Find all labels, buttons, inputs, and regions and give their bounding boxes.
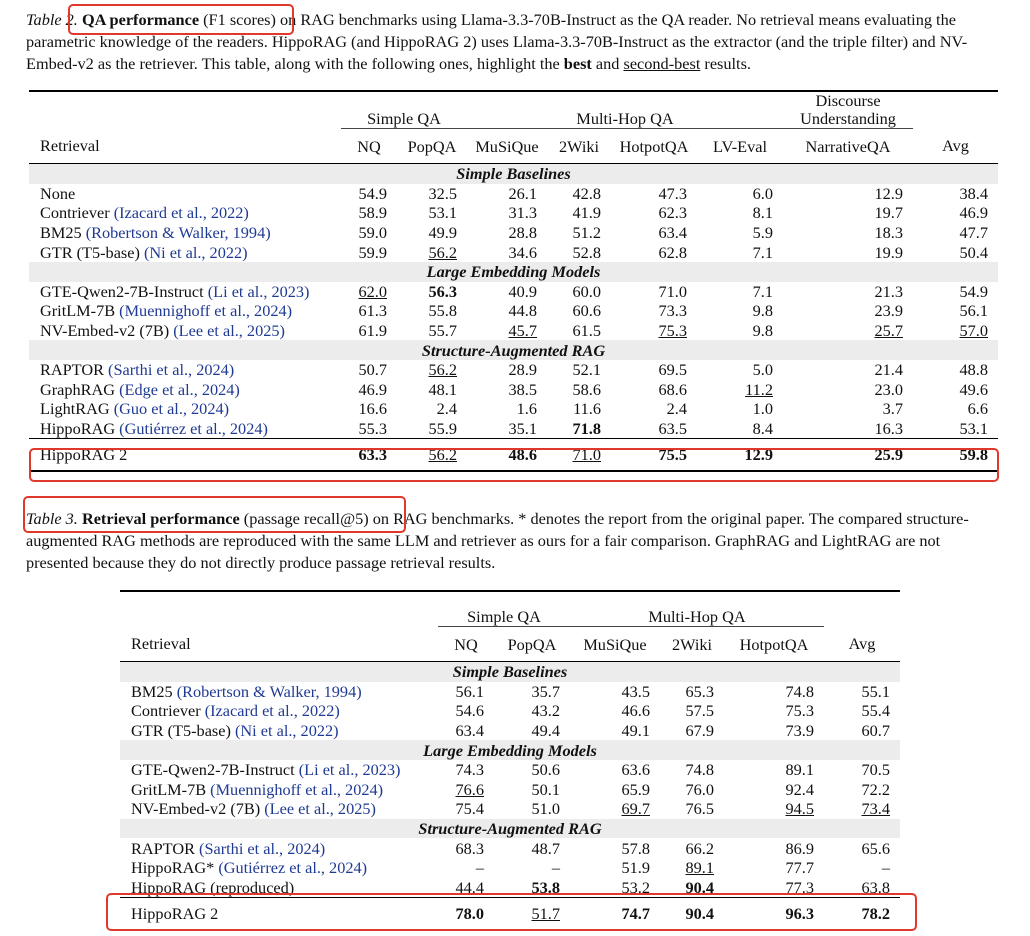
citation-link[interactable]: (Guo et al., 2024): [113, 399, 230, 419]
table-cell: 55.4: [861, 701, 890, 721]
section-header: [120, 740, 900, 760]
method-name: BM25: [131, 681, 173, 701]
table-cell: 68.6: [658, 379, 687, 399]
table-cell: 38.4: [959, 183, 988, 203]
method-name: GTR (T5-base): [40, 242, 140, 262]
table-cell: [29, 223, 341, 243]
table-cell: 75.4: [455, 799, 484, 819]
table-cell: [29, 242, 341, 262]
table-cell: Simple Baselines: [29, 164, 998, 184]
table-cell: Simple Baselines: [120, 662, 900, 682]
table-cell: [120, 799, 438, 819]
table3-caption: Table 3. Retrieval performance (passage recall@5) on RAG benchmarks. * denotes the report from the original paper. The compared structure-augmented RAG methods are reproduced with the same LLM and retriever as ours for a fair comparison. GraphRAG and LightRAG are not presented because they do not directly produce passage retrieval results.: [26, 509, 969, 572]
table-cell: 32.5: [428, 183, 457, 203]
method-name: Contriever: [131, 701, 201, 721]
table-cell: 67.9: [685, 721, 714, 741]
table-cell: 49.6: [959, 379, 988, 399]
method-name: Contriever: [40, 203, 110, 223]
table-cell: 69.7: [621, 799, 650, 819]
table-cell: 46.9: [959, 203, 988, 223]
citation-link[interactable]: (Robertson & Walker, 1994): [176, 681, 362, 701]
table-cell: 59.9: [358, 242, 387, 262]
table-row: [120, 682, 900, 702]
table-cell: 73.3: [658, 301, 687, 321]
table3-label: Table 3.: [26, 509, 78, 528]
citation-link[interactable]: (Izacard et al., 2022): [113, 203, 249, 223]
col-narrativeqa: NarrativeQA: [783, 129, 913, 164]
table2-caption: Table 2. QA performance (F1 scores) on RAG benchmarks using Llama-3.3-70B-Instruct as the QA reader. No retrieval means evaluating the parametric knowledge of the readers. HippoRAG (and HippoRAG 2) uses Llama-3.3-70B-Instruct as the extractor (and the triple filter) and NV-Embed-v2 as the retriever. This table, along with the following ones, highlight the best and second-best results.: [26, 10, 968, 73]
table-cell: 63.6: [621, 760, 650, 780]
table-cell: [120, 838, 438, 858]
table2-metric: (F1 scores): [203, 10, 276, 29]
col-2wiki: 2Wiki: [660, 627, 724, 662]
table-row: [29, 321, 998, 341]
citation-link[interactable]: (Izacard et al., 2022): [204, 701, 340, 721]
method-name: None: [40, 183, 76, 203]
table-cell: 46.6: [621, 701, 650, 721]
table-cell: 63.3: [341, 439, 397, 472]
table-cell: 2.4: [436, 399, 457, 419]
table-cell: 65.6: [861, 838, 890, 858]
table-cell: 25.9: [783, 439, 913, 472]
table-row: [120, 858, 900, 878]
table-cell: 3.7: [882, 399, 903, 419]
table-cell: Large Embedding Models: [29, 262, 998, 282]
table-cell: 76.0: [685, 779, 714, 799]
col-musique: MuSiQue: [467, 129, 547, 164]
table-cell: 9.8: [752, 321, 773, 341]
table-cell: 23.9: [874, 301, 903, 321]
table-cell: [120, 682, 438, 702]
table-cell: [120, 858, 438, 878]
table-cell: 8.4: [752, 419, 773, 439]
method-name: GTR (T5-base): [131, 721, 231, 741]
table-cell: 89.1: [785, 760, 814, 780]
table-cell: 56.2: [428, 242, 457, 262]
table-cell: 7.1: [752, 242, 773, 262]
group-multi-hop-qa: Multi-Hop QA: [467, 91, 783, 129]
table-cell: 55.9: [428, 419, 457, 439]
table-row: [29, 282, 998, 302]
table-cell: 74.8: [685, 760, 714, 780]
citation-link[interactable]: (Li et al., 2023): [298, 760, 401, 780]
table-cell: 86.9: [785, 838, 814, 858]
col-hotpotqa: HotpotQA: [611, 129, 697, 164]
table-cell: 51.0: [531, 799, 560, 819]
citation-link[interactable]: (Muennighoff et al., 2024): [210, 779, 384, 799]
table-cell: 49.4: [531, 721, 560, 741]
table-cell: 48.7: [531, 838, 560, 858]
table-row: [29, 223, 998, 243]
table-cell: 51.2: [572, 223, 601, 243]
table-cell: 96.3: [724, 898, 824, 931]
table-cell: 56.2: [397, 439, 467, 472]
table-cell: 71.8: [572, 419, 601, 439]
citation-link[interactable]: (Robertson & Walker, 1994): [85, 223, 271, 243]
method-name: GraphRAG: [40, 379, 116, 399]
table3-column-header: [120, 627, 900, 662]
table-cell: [120, 721, 438, 741]
table2-column-header: [29, 129, 998, 164]
table-cell: 8.1: [752, 203, 773, 223]
method-name: RAPTOR: [40, 360, 104, 380]
method-name: GTE-Qwen2-7B-Instruct: [40, 281, 204, 301]
section-header: [120, 819, 900, 839]
table-cell: 53.1: [959, 419, 988, 439]
col-popqa: PopQA: [397, 129, 467, 164]
qa-performance-table: [29, 90, 998, 472]
table-cell: 5.9: [752, 223, 773, 243]
table-cell: 70.5: [861, 760, 890, 780]
section-header: [29, 340, 998, 360]
table-cell: 78.0: [438, 898, 494, 931]
table-cell: 74.3: [455, 760, 484, 780]
table-row: [29, 380, 998, 400]
table-cell: 49.9: [428, 223, 457, 243]
table-cell: 11.2: [745, 379, 773, 399]
table-row: [120, 799, 900, 819]
table-cell: [29, 360, 341, 380]
section-header: [29, 262, 998, 282]
hipporag2-row: [120, 898, 900, 931]
table-cell: 75.3: [785, 701, 814, 721]
citation-link[interactable]: (Muennighoff et al., 2024): [119, 301, 293, 321]
table-cell: 89.1: [685, 858, 714, 878]
table-cell: 56.1: [959, 301, 988, 321]
table-cell: 54.9: [358, 183, 387, 203]
table-cell: 18.3: [874, 223, 903, 243]
col-avg: Avg: [913, 129, 998, 164]
col-nq: NQ: [438, 627, 494, 662]
table-cell: [29, 184, 341, 204]
table-cell: 55.7: [428, 321, 457, 341]
table-cell: Structure-Augmented RAG: [29, 340, 998, 360]
table-cell: 58.9: [358, 203, 387, 223]
table-cell: 25.7: [874, 321, 903, 341]
table-cell: 58.6: [572, 379, 601, 399]
table-cell: 28.9: [508, 360, 537, 380]
table-row: [29, 301, 998, 321]
citation-link[interactable]: (Sarthi et al., 2024): [199, 838, 326, 858]
table-cell: 57.8: [621, 838, 650, 858]
table-row: [29, 419, 998, 439]
table3-title: Retrieval performance: [81, 509, 240, 528]
table-cell: [29, 419, 341, 439]
citation-link[interactable]: (Ni et al., 2022): [235, 721, 339, 741]
table-cell: 72.2: [861, 779, 890, 799]
table-cell: 26.1: [508, 183, 537, 203]
table-cell: 75.5: [611, 439, 697, 472]
table-cell: 53.2: [621, 877, 650, 897]
table-row: [120, 878, 900, 898]
table-cell: –: [475, 858, 484, 878]
group-simple-qa: Simple QA: [341, 91, 467, 129]
table-cell: 63.4: [455, 721, 484, 741]
table-cell: 90.4: [660, 898, 724, 931]
table-cell: 16.3: [874, 419, 903, 439]
table-cell: 94.5: [785, 799, 814, 819]
col-2wiki: 2Wiki: [547, 129, 611, 164]
table-cell: [29, 282, 341, 302]
table-cell: 1.6: [516, 399, 537, 419]
col-musique: MuSiQue: [570, 627, 660, 662]
table-cell: 50.4: [959, 242, 988, 262]
citation-link[interactable]: (Sarthi et al., 2024): [108, 360, 235, 380]
table-cell: 57.5: [685, 701, 714, 721]
table-cell: 59.8: [913, 439, 998, 472]
table-cell: 53.8: [531, 877, 560, 897]
table-cell: 66.2: [685, 838, 714, 858]
table-cell: 53.1: [428, 203, 457, 223]
table-cell: 51.9: [621, 858, 650, 878]
table-cell: [120, 878, 438, 898]
table-cell: [824, 591, 900, 627]
table-row: [29, 399, 998, 419]
table-cell: [120, 780, 438, 800]
table-cell: 31.3: [508, 203, 537, 223]
table-cell: 52.8: [572, 242, 601, 262]
table-cell: 16.6: [358, 399, 387, 419]
table-cell: 59.0: [358, 223, 387, 243]
table-cell: 48.6: [467, 439, 547, 472]
section-header: [29, 164, 998, 184]
citation-link[interactable]: (Gutiérrez et al., 2024): [218, 858, 368, 878]
table-cell: 56.1: [455, 681, 484, 701]
table-cell: 50.1: [531, 779, 560, 799]
table-cell: 75.3: [658, 321, 687, 341]
method-name: BM25: [40, 223, 82, 243]
table-cell: 11.6: [573, 399, 601, 419]
table-cell: 76.6: [455, 779, 484, 799]
table-cell: 69.5: [658, 360, 687, 380]
table-cell: 65.3: [685, 681, 714, 701]
table-cell: 35.7: [531, 681, 560, 701]
table-cell: 23.0: [874, 379, 903, 399]
table-cell: 74.7: [570, 898, 660, 931]
table-cell: 6.0: [752, 183, 773, 203]
table-row: [29, 360, 998, 380]
table-cell: [29, 321, 341, 341]
table-cell: 9.8: [752, 301, 773, 321]
table-cell: 12.9: [697, 439, 783, 472]
table-cell: 73.4: [861, 799, 890, 819]
table-cell: 48.1: [428, 379, 457, 399]
table-cell: 55.1: [861, 681, 890, 701]
table-cell: 19.7: [874, 203, 903, 223]
table-cell: 6.6: [967, 399, 988, 419]
section-header: [120, 662, 900, 682]
table-cell: 42.8: [572, 183, 601, 203]
method-name: HippoRAG (reproduced): [131, 877, 295, 897]
table-cell: –: [881, 858, 890, 878]
table-cell: 76.5: [685, 799, 714, 819]
table-cell: 50.7: [358, 360, 387, 380]
table-cell: 41.9: [572, 203, 601, 223]
table-cell: –: [551, 858, 560, 878]
table-cell: 1.0: [752, 399, 773, 419]
table-cell: [29, 203, 341, 223]
table-cell: 62.8: [658, 242, 687, 262]
table-cell: 35.1: [508, 419, 537, 439]
method-name: GritLM-7B: [131, 779, 207, 799]
table-cell: 43.2: [531, 701, 560, 721]
table-cell: 90.4: [685, 877, 714, 897]
table-cell: 56.3: [428, 281, 457, 301]
citation-link[interactable]: (Lee et al., 2025): [173, 321, 285, 341]
table-cell: 61.3: [358, 301, 387, 321]
col-hotpotqa: HotpotQA: [724, 627, 824, 662]
table-row: [120, 780, 900, 800]
retrieval-performance-table: [120, 590, 900, 931]
table-cell: 54.6: [455, 701, 484, 721]
table-cell: 45.7: [508, 321, 537, 341]
method-name: NV-Embed-v2 (7B): [40, 321, 170, 341]
table-cell: 60.0: [572, 281, 601, 301]
table-cell: 47.3: [658, 183, 687, 203]
table-cell: 62.0: [358, 281, 387, 301]
table-cell: 34.6: [508, 242, 537, 262]
table-cell: Large Embedding Models: [120, 740, 900, 760]
method-name: HippoRAG*: [131, 858, 215, 878]
table-cell: [120, 701, 438, 721]
table-cell: 19.9: [874, 242, 903, 262]
table-cell: 44.4: [455, 877, 484, 897]
table-cell: 2.4: [666, 399, 687, 419]
table-cell: [29, 399, 341, 419]
group-multi-hop-qa: Multi-Hop QA: [570, 591, 824, 627]
table-cell: 63.8: [861, 877, 890, 897]
table-cell: [913, 91, 998, 129]
citation-link[interactable]: (Gutiérrez et al., 2024): [119, 419, 268, 439]
table-cell: [29, 380, 341, 400]
table-cell: 46.9: [358, 379, 387, 399]
method-name: HippoRAG: [40, 419, 116, 439]
table-cell: 38.5: [508, 379, 537, 399]
table-cell: 61.9: [358, 321, 387, 341]
table2-title: QA performance: [81, 10, 200, 29]
table-cell: 7.1: [752, 281, 773, 301]
table-cell: 28.8: [508, 223, 537, 243]
table-cell: 77.7: [785, 858, 814, 878]
table-row: [29, 242, 998, 262]
table-cell: 65.9: [621, 779, 650, 799]
table-cell: HippoRAG 2: [120, 898, 438, 931]
table-cell: 60.7: [861, 721, 890, 741]
table-cell: 63.5: [658, 419, 687, 439]
table-cell: 21.4: [874, 360, 903, 380]
table-row: [120, 760, 900, 780]
col-nq: NQ: [341, 129, 397, 164]
table-cell: 52.1: [572, 360, 601, 380]
col-avg: Avg: [824, 627, 900, 662]
method-name: GTE-Qwen2-7B-Instruct: [131, 760, 295, 780]
table-cell: 60.6: [572, 301, 601, 321]
table-row: [29, 184, 998, 204]
table-cell: 55.8: [428, 301, 457, 321]
table-cell: 63.4: [658, 223, 687, 243]
table-row: [120, 701, 900, 721]
table-cell: 62.3: [658, 203, 687, 223]
table-cell: 77.3: [785, 877, 814, 897]
group-discourse: Discourse Understanding: [783, 91, 913, 129]
table-cell: 56.2: [428, 360, 457, 380]
table-cell: [120, 760, 438, 780]
table-cell: 73.9: [785, 721, 814, 741]
method-name: GritLM-7B: [40, 301, 116, 321]
col-retrieval: Retrieval: [29, 129, 341, 164]
table-cell: 61.5: [572, 321, 601, 341]
table-cell: 71.0: [547, 439, 611, 472]
table-cell: 55.3: [358, 419, 387, 439]
table-cell: 40.9: [508, 281, 537, 301]
table-cell: 44.8: [508, 301, 537, 321]
table-cell: 12.9: [874, 183, 903, 203]
table-row: [120, 721, 900, 741]
table-cell: 78.2: [824, 898, 900, 931]
table-cell: 21.3: [874, 281, 903, 301]
table-cell: [29, 91, 341, 129]
table-row: [29, 203, 998, 223]
table-cell: 5.0: [752, 360, 773, 380]
table-cell: 57.0: [959, 321, 988, 341]
table-cell: HippoRAG 2: [29, 439, 341, 472]
table-cell: 74.8: [785, 681, 814, 701]
table-cell: Structure-Augmented RAG: [120, 819, 900, 839]
table-cell: 54.9: [959, 281, 988, 301]
citation-link[interactable]: (Lee et al., 2025): [264, 799, 376, 819]
citation-link[interactable]: (Li et al., 2023): [207, 281, 310, 301]
col-popqa: PopQA: [494, 627, 570, 662]
method-name: LightRAG: [40, 399, 110, 419]
table2-group-header: [29, 91, 998, 129]
table-cell: [120, 591, 438, 627]
method-name: RAPTOR: [131, 838, 195, 858]
table-cell: 92.4: [785, 779, 814, 799]
table-cell: 48.8: [959, 360, 988, 380]
citation-link[interactable]: (Ni et al., 2022): [144, 242, 248, 262]
table-cell: 68.3: [455, 838, 484, 858]
table-cell: 43.5: [621, 681, 650, 701]
col-lveval: LV-Eval: [697, 129, 783, 164]
table-row: [120, 838, 900, 858]
table-cell: 51.7: [494, 898, 570, 931]
col-retrieval: Retrieval: [120, 627, 438, 662]
table-cell: 47.7: [959, 223, 988, 243]
method-name: NV-Embed-v2 (7B): [131, 799, 261, 819]
hipporag2-row: [29, 439, 998, 472]
citation-link[interactable]: (Edge et al., 2024): [119, 379, 240, 399]
table2-label: Table 2.: [26, 10, 78, 29]
table-cell: 49.1: [621, 721, 650, 741]
table-cell: 50.6: [531, 760, 560, 780]
table-cell: [29, 301, 341, 321]
table-cell: 71.0: [658, 281, 687, 301]
table3-group-header: [120, 591, 900, 627]
group-simple-qa: Simple QA: [438, 591, 570, 627]
table3-metric: (passage recall@5): [243, 509, 369, 528]
